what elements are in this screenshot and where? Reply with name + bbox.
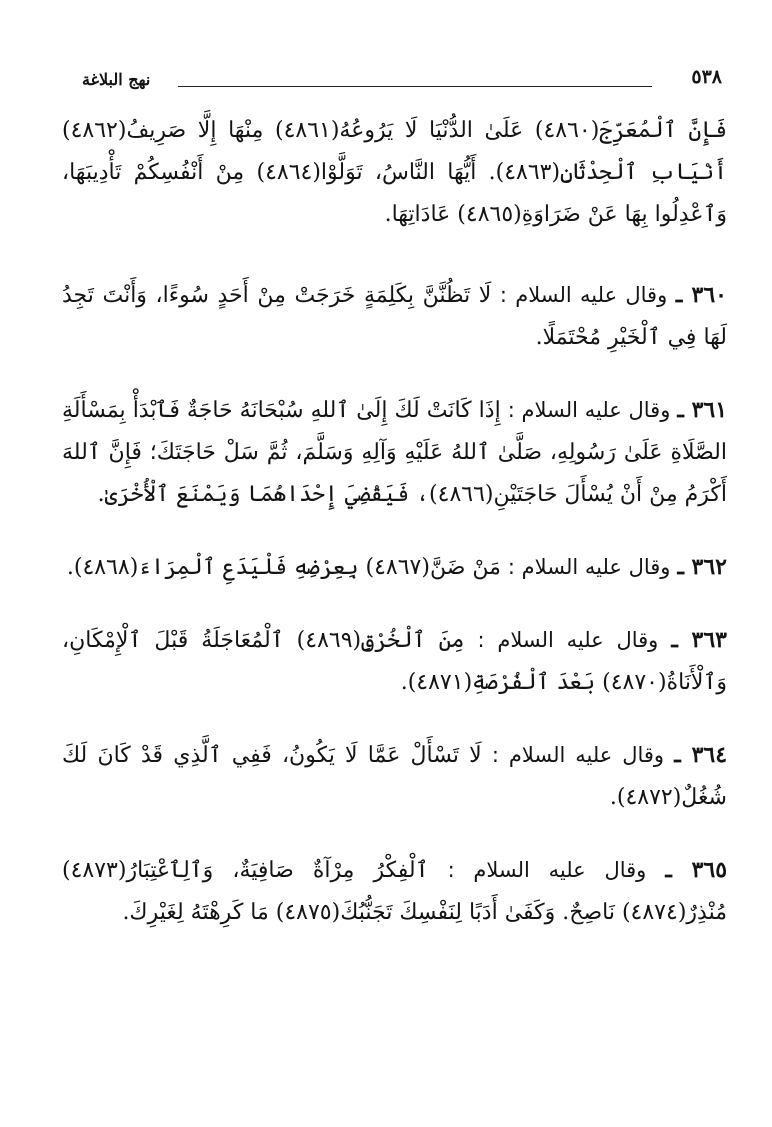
saying-number: ٣٦٤ ـ [674,742,728,768]
saying-number: ٣٦٣ ـ [671,627,727,653]
page-number: ٥٣٨ [691,66,722,88]
saying-text: مِنَ ٱلْخُرْقِ(٤٨٦٩) ٱلْمُعَاجَلَةُ قَبْلَ ٱلْإِمْكَانِ، وَٱلْأَنَاةُ(٤٨٧٠) بَعْدَ ٱلْفُرْصَةِ(٤٨٧١). [62,628,727,695]
page-header [82,64,722,100]
saying-text: لَا تَظُنَّنَّ بِكَلِمَةٍ خَرَجَتْ مِنْ أَحَدٍ سُوءًا، وَأَنْتَ تَجِدُ لَهَا فِي ٱلْخَيْرِ مُحْتَمَلًا. [62,283,727,350]
paragraph-text: فَإِنَّ ٱلْمُعَرِّجَ(٤٨٦٠) عَلَىٰ الدُّنْيَا لَا يَرُوعُهُ(٤٨٦١) مِنْهَا إِلَّا صَرِيفُ(٤٨٦٢) أَنْيَابِ ٱلْحِدْثَانِ(٤٨٦٣). أَيُّهَا النَّاسُ، تَوَلَّوْا(٤٨٦٤) مِنْ أَنْفُسِكُمْ تَأْدِيبَهَا، وَٱعْدِلُوا بِهَا عَنْ ضَرَاوَةِ(٤٨٦٥) عَادَاتِهَا. [62,118,728,227]
saying-attribution: وقال عليه السلام : [477,628,659,652]
saying-number: ٣٦٥ ـ [665,857,728,883]
saying-number: ٣٦٢ ـ [677,554,727,580]
saying-365 [62,849,727,934]
saying-364 [62,734,727,819]
saying-363 [62,619,727,704]
header-rule [178,86,652,87]
saying-361 [62,389,727,516]
saying-attribution: وقال عليه السلام : [491,743,665,767]
saying-text: ٱلْفِكْرُ مِرْآةٌ صَافِيَةٌ، وَٱلِٱعْتِبَارُ(٤٨٧٣) مُنْذِرٌ(٤٨٧٤) نَاصِحٌ. وَكَفَىٰ أَدَبًا لِنَفْسِكَ تَجَنُّبُكَ(٤٨٧٥) مَا كَرِهْتَهُ لِغَيْرِكَ. [62,858,727,925]
saying-text: لَا تَسْأَلْ عَمَّا لَا يَكُونُ، فَفِي ٱلَّذِي قَدْ كَانَ لَكَ شُغُلٌ(٤٨٧٢). [62,743,727,810]
paragraph-continuation [62,110,727,236]
book-title: نهج البلاغة [82,70,151,89]
saying-360 [62,274,727,359]
saying-text: إِذَا كَانَتْ لَكَ إِلَىٰ ٱللهِ سُبْحَانَهُ حَاجَةٌ فَٱبْدَأْ بِمَسْأَلَةِ الصَّلَاةِ عَلَىٰ رَسُولِهِ، صَلَّىٰ ٱللهُ عَلَيْهِ وَآلِهِ وَسَلَّمَ، ثُمَّ سَلْ حَاجَتَكَ؛ فَإِنَّ ٱللهَ أَكْرَمُ مِنْ أَنْ يُسْأَلَ حَاجَتَيْنِ(٤٨٦٦)، فَيَقْضِيَ إِحْدَاهُمَا وَيَمْنَعَ ٱلْأُخْرَىٰ. [62,398,727,507]
saying-362 [62,546,727,589]
page-body [62,110,727,964]
saying-number: ٣٦٠ ـ [675,282,727,308]
saying-text: مَنْ ضَنَّ(٤٨٦٧) بِعِرْضِهِ فَلْيَدَعِ ٱلْمِرَاءَ(٤٨٦٨). [66,555,501,580]
saying-attribution: وقال عليه السلام : [507,398,671,422]
saying-attribution: وقال عليه السلام : [507,555,671,579]
saying-attribution: وقال عليه السلام : [499,283,668,307]
saying-number: ٣٦١ ـ [677,397,728,423]
saying-attribution: وقال عليه السلام : [447,858,647,882]
